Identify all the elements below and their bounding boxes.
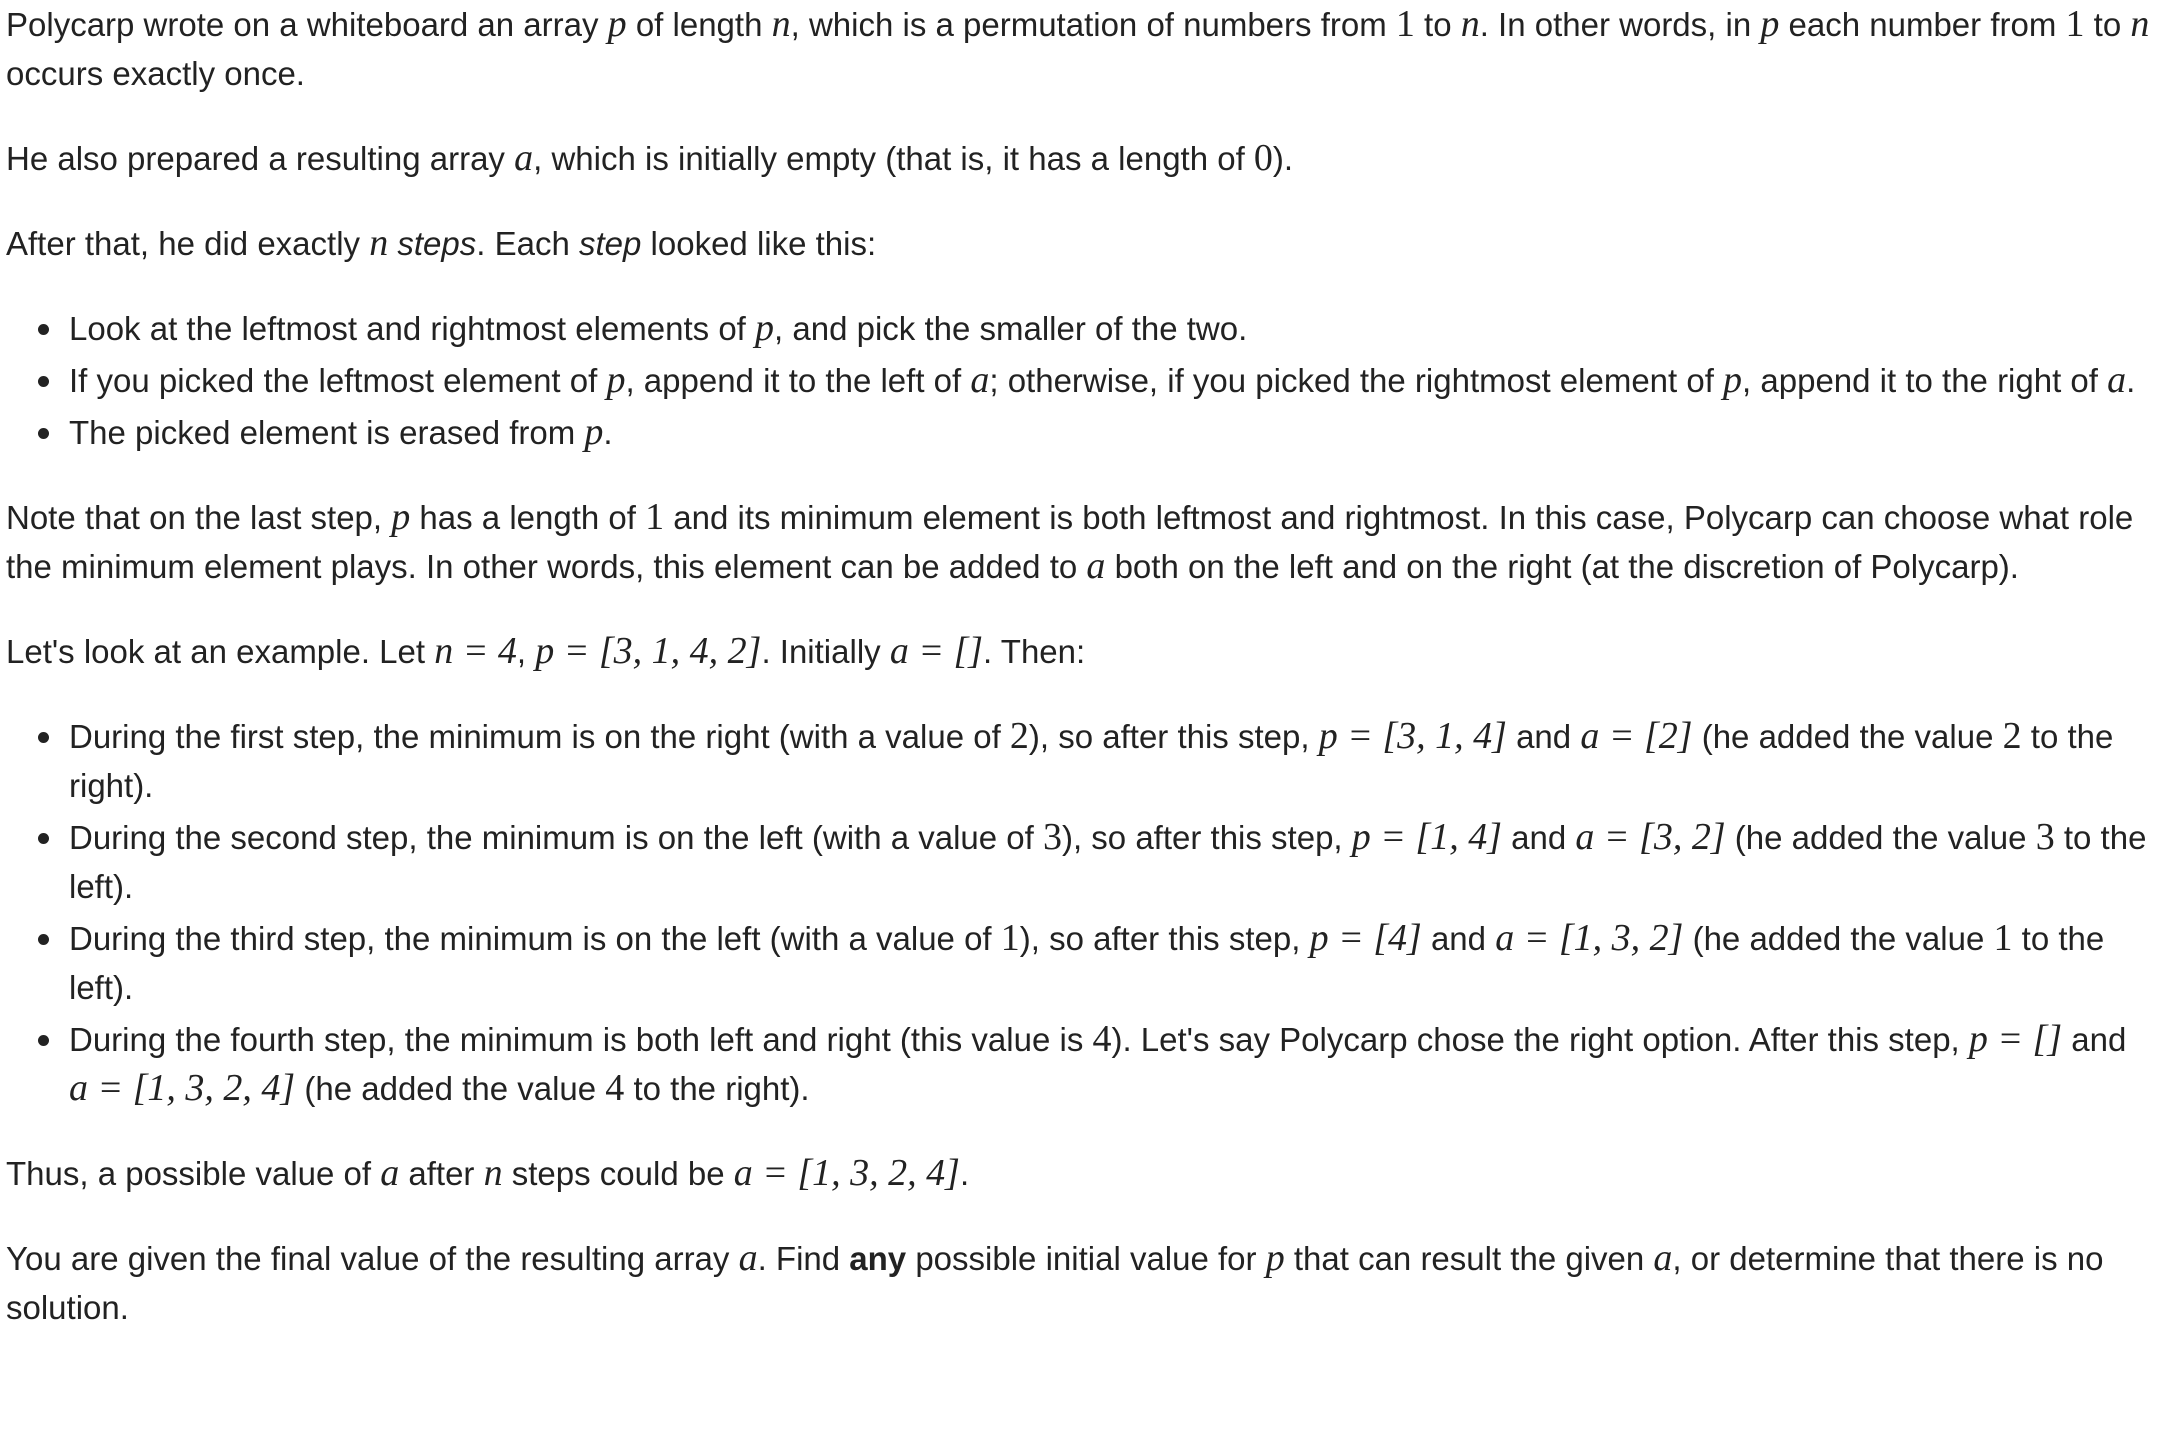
text-span: to the right). — [69, 718, 2114, 804]
list-item — [69, 813, 2164, 911]
math-expr: n = 4 — [434, 630, 517, 672]
text-span: After that, he did exactly — [6, 225, 370, 262]
math-num: 4 — [1092, 1018, 1112, 1060]
math-var: p — [391, 496, 411, 538]
math-var: p — [1265, 1237, 1285, 1279]
text-span: and — [1501, 819, 1576, 856]
text-span: , and pick the smaller of the two. — [774, 310, 1248, 347]
math-var: n — [483, 1152, 503, 1194]
text-span: (he added the value — [1692, 718, 2003, 755]
paragraph-example-intro — [6, 627, 2164, 676]
math-expr: a = [] — [889, 630, 984, 672]
text-span: possible initial value for — [906, 1240, 1266, 1277]
bold-text: any — [849, 1240, 907, 1277]
math-num: 1 — [1993, 917, 2013, 959]
emphasis-text: step — [578, 225, 642, 262]
math-expr: p = [4] — [1309, 917, 1422, 959]
text-span: each number from — [1779, 6, 2066, 43]
text-span: . — [2126, 362, 2136, 399]
text-span: He also prepared a resulting array — [6, 140, 515, 177]
text-span: occurs exactly once. — [6, 55, 305, 92]
math-var: a — [2107, 359, 2127, 401]
math-expr: a = [3, 2] — [1575, 816, 1726, 858]
list-item — [69, 408, 2164, 457]
text-span: ), so after this step, — [1061, 819, 1352, 856]
math-var: p — [584, 411, 604, 453]
text-span: and — [1506, 718, 1581, 755]
list-item — [69, 1015, 2164, 1113]
text-span: , which is a permutation of numbers from — [790, 6, 1396, 43]
text-span: (he added the value — [1725, 819, 2036, 856]
emphasis-text: steps — [397, 225, 477, 262]
text-span: has a length of — [410, 499, 646, 536]
math-var: p — [606, 359, 626, 401]
math-expr: a = [1, 3, 2, 4] — [69, 1067, 296, 1109]
math-var: p — [1760, 3, 1780, 45]
text-span: The picked element is erased from — [69, 414, 585, 451]
math-var: p — [1723, 359, 1743, 401]
math-num: 1 — [645, 496, 665, 538]
text-span: Note that on the last step, — [6, 499, 392, 536]
list-item — [69, 914, 2164, 1012]
text-span: . — [603, 414, 613, 451]
text-span: . — [959, 1155, 970, 1192]
text-span: . Find — [757, 1240, 850, 1277]
text-span: You are given the final value of the resulting array — [6, 1240, 739, 1277]
text-span: (he added the value — [1683, 920, 1994, 957]
paragraph-example-conclusion — [6, 1149, 2164, 1198]
text-span: to — [1414, 6, 1461, 43]
math-var: a — [514, 137, 534, 179]
math-var: a — [1086, 545, 1106, 587]
text-span: , — [516, 633, 536, 670]
text-span: both on the left and on the right (at the discretion of Polycarp). — [1105, 548, 2019, 585]
math-var: n — [771, 3, 791, 45]
math-var: n — [2130, 3, 2150, 45]
text-span: to the left). — [69, 819, 2147, 905]
list-item — [69, 356, 2164, 405]
text-span: During the third step, the minimum is on the left (with a value of — [69, 920, 1001, 957]
text-span: Let's look at an example. Let — [6, 633, 435, 670]
text-span: . Then: — [983, 633, 1086, 670]
text-span: that can result the given — [1284, 1240, 1654, 1277]
text-span: ). — [1272, 140, 1294, 177]
math-expr: p = [3, 1, 4] — [1318, 715, 1507, 757]
text-span: , which is initially empty (that is, it has a length of — [533, 140, 1254, 177]
text-span: . Each — [476, 225, 579, 262]
example-steps-list — [6, 712, 2164, 1113]
text-span: During the second step, the minimum is on the left (with a value of — [69, 819, 1043, 856]
paragraph-last-step-note — [6, 493, 2164, 591]
math-expr: a = [1, 3, 2] — [1495, 917, 1684, 959]
paragraph-permutation — [6, 0, 2164, 98]
text-span: steps could be — [502, 1155, 734, 1192]
text-span: (he added the value — [295, 1070, 606, 1107]
math-var: a — [970, 359, 990, 401]
text-span: ), so after this step, — [1028, 718, 1319, 755]
text-span: . In other words, in — [1479, 6, 1761, 43]
math-num: 2 — [1009, 715, 1029, 757]
math-var: n — [1460, 3, 1480, 45]
math-expr: p = [1, 4] — [1351, 816, 1502, 858]
text-span: Polycarp wrote on a whiteboard an array — [6, 6, 608, 43]
text-span: and — [1421, 920, 1496, 957]
math-expr: p = [] — [1968, 1018, 2063, 1060]
math-var: p — [755, 307, 775, 349]
text-span: to the left). — [69, 920, 2105, 1006]
math-expr: p = [3, 1, 4, 2] — [535, 630, 762, 672]
text-span: , append it to the right of — [1742, 362, 2108, 399]
math-var: a — [380, 1152, 400, 1194]
text-span: , append it to the left of — [625, 362, 971, 399]
text-span: after — [399, 1155, 484, 1192]
paragraph-result-array — [6, 134, 2164, 183]
math-var: n — [369, 222, 389, 264]
text-span: , or determine that there is no solution. — [6, 1240, 2104, 1326]
paragraph-steps-intro — [6, 219, 2164, 268]
text-span: Thus, a possible value of — [6, 1155, 381, 1192]
math-var: a — [1653, 1237, 1673, 1279]
math-num: 1 — [1000, 917, 1020, 959]
math-var: p — [607, 3, 627, 45]
text-span: . Initially — [761, 633, 890, 670]
math-num: 2 — [2002, 715, 2022, 757]
math-expr: a = [1, 3, 2, 4] — [733, 1152, 960, 1194]
text-span: and its minimum element is both leftmost and rightmost. In this case, Polycarp can choose what role the minimum element plays. In other words, this element can be added to — [6, 499, 2134, 585]
text-span: looked like this: — [641, 225, 877, 262]
math-num: 1 — [2065, 3, 2085, 45]
math-expr: a = [2] — [1580, 715, 1693, 757]
math-num: 1 — [1395, 3, 1415, 45]
text-span: Look at the leftmost and rightmost elements of — [69, 310, 756, 347]
text-span: and — [2062, 1021, 2127, 1058]
math-num: 4 — [605, 1067, 625, 1109]
steps-list — [6, 304, 2164, 457]
paragraph-task — [6, 1234, 2164, 1332]
text-span: of length — [626, 6, 772, 43]
text-span: ), so after this step, — [1019, 920, 1310, 957]
math-num: 3 — [1042, 816, 1062, 858]
text-span: During the fourth step, the minimum is both left and right (this value is — [69, 1021, 1093, 1058]
text-span: ; otherwise, if you picked the rightmost element of — [989, 362, 1724, 399]
text-span: During the first step, the minimum is on the right (with a value of — [69, 718, 1010, 755]
list-item — [69, 304, 2164, 353]
math-num: 0 — [1253, 137, 1273, 179]
text-span: If you picked the leftmost element of — [69, 362, 607, 399]
text-span: to — [2084, 6, 2131, 43]
math-num: 3 — [2035, 816, 2055, 858]
text-span: ). Let's say Polycarp chose the right option. After this step, — [1111, 1021, 1969, 1058]
list-item — [69, 712, 2164, 810]
math-var: a — [738, 1237, 758, 1279]
text-span: to the right). — [624, 1070, 810, 1107]
